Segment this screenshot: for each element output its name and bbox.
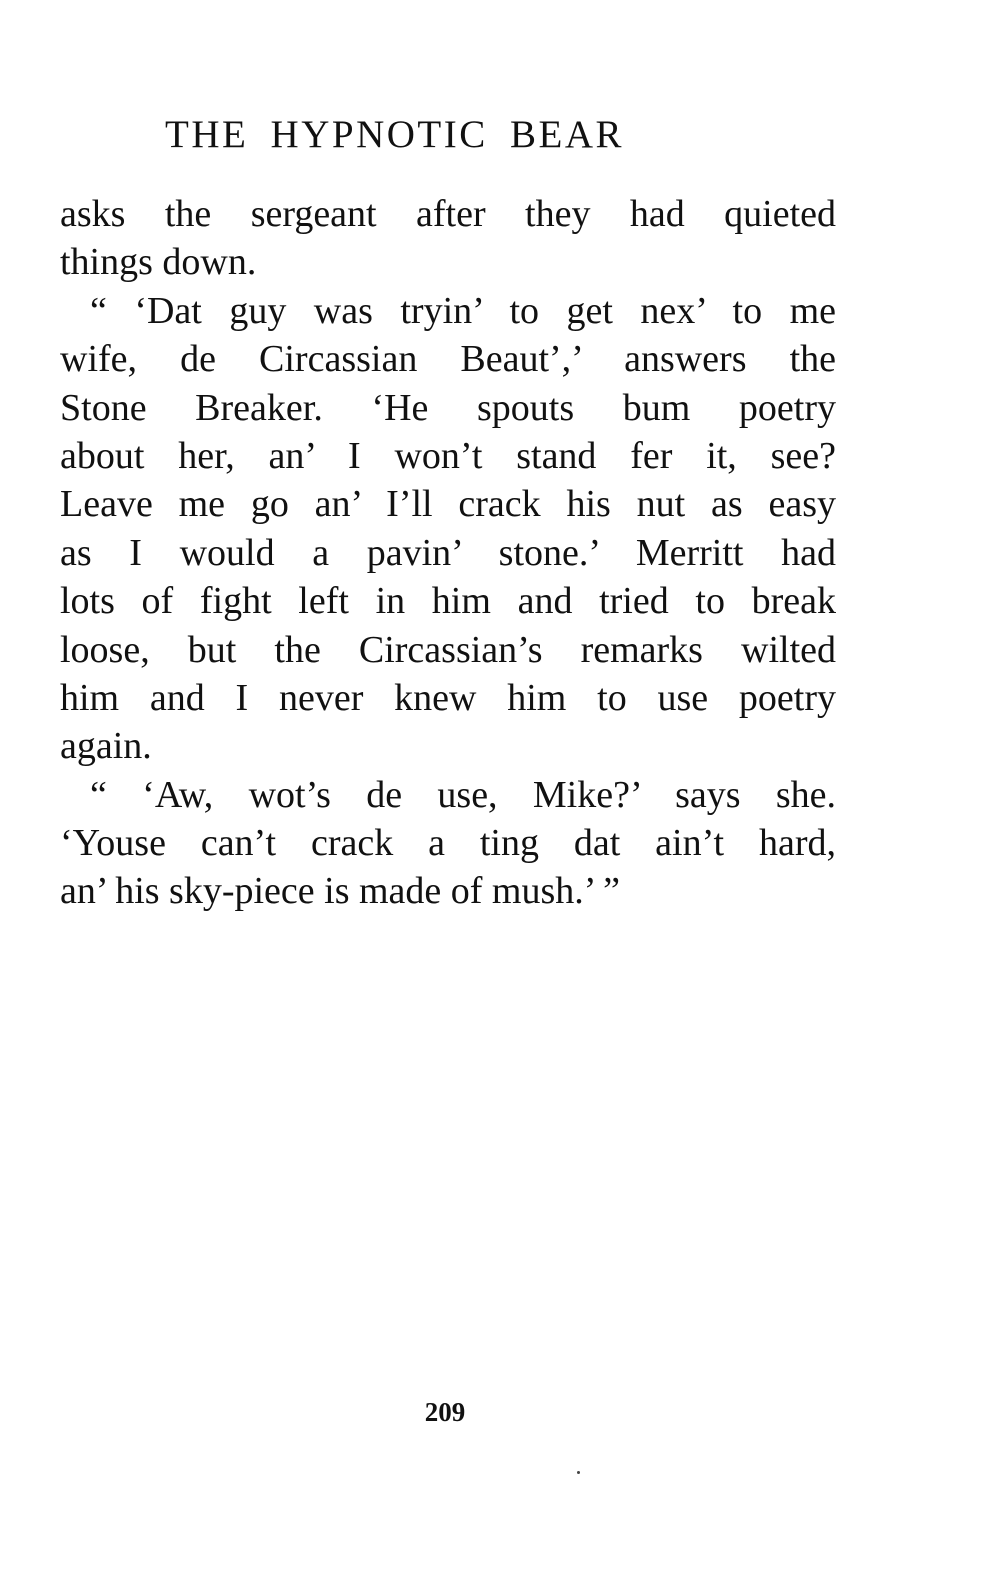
text-line: “ ‘Aw, wot’s de use, Mike?’ says she. [90,773,836,816]
text-line: Leave me go an’ I’ll crack his nut as easy [60,483,836,526]
text-line: about her, an’ I won’t stand fer it, see? [60,434,836,477]
text-line: as I would a pavin’ stone.’ Merritt had [60,531,836,574]
body-text [60,190,836,916]
running-head: THE HYPNOTIC BEAR [165,113,624,156]
text-line: ‘Youse can’t crack a ting dat ain’t hard, [60,822,836,865]
text-line: lots of fight left in him and tried to break [60,580,836,623]
text-line: again. [60,725,152,768]
print-speck [577,1471,580,1474]
text-line: an’ his sky-piece is made of mush.’ ” [60,870,620,913]
text-line: things down. [60,241,257,284]
text-line: loose, but the Circassian’s remarks wilted [60,628,836,671]
text-line: him and I never knew him to use poetry [60,676,836,719]
text-line: “ ‘Dat guy was tryin’ to get nex’ to me [90,289,836,332]
text-line: asks the sergeant after they had quieted [60,193,836,235]
text-line: wife, de Circassian Beaut’,’ answers the [60,338,836,381]
text-line: Stone Breaker. ‘He spouts bum poetry [60,386,836,429]
page-number: 209 [424,1397,466,1427]
